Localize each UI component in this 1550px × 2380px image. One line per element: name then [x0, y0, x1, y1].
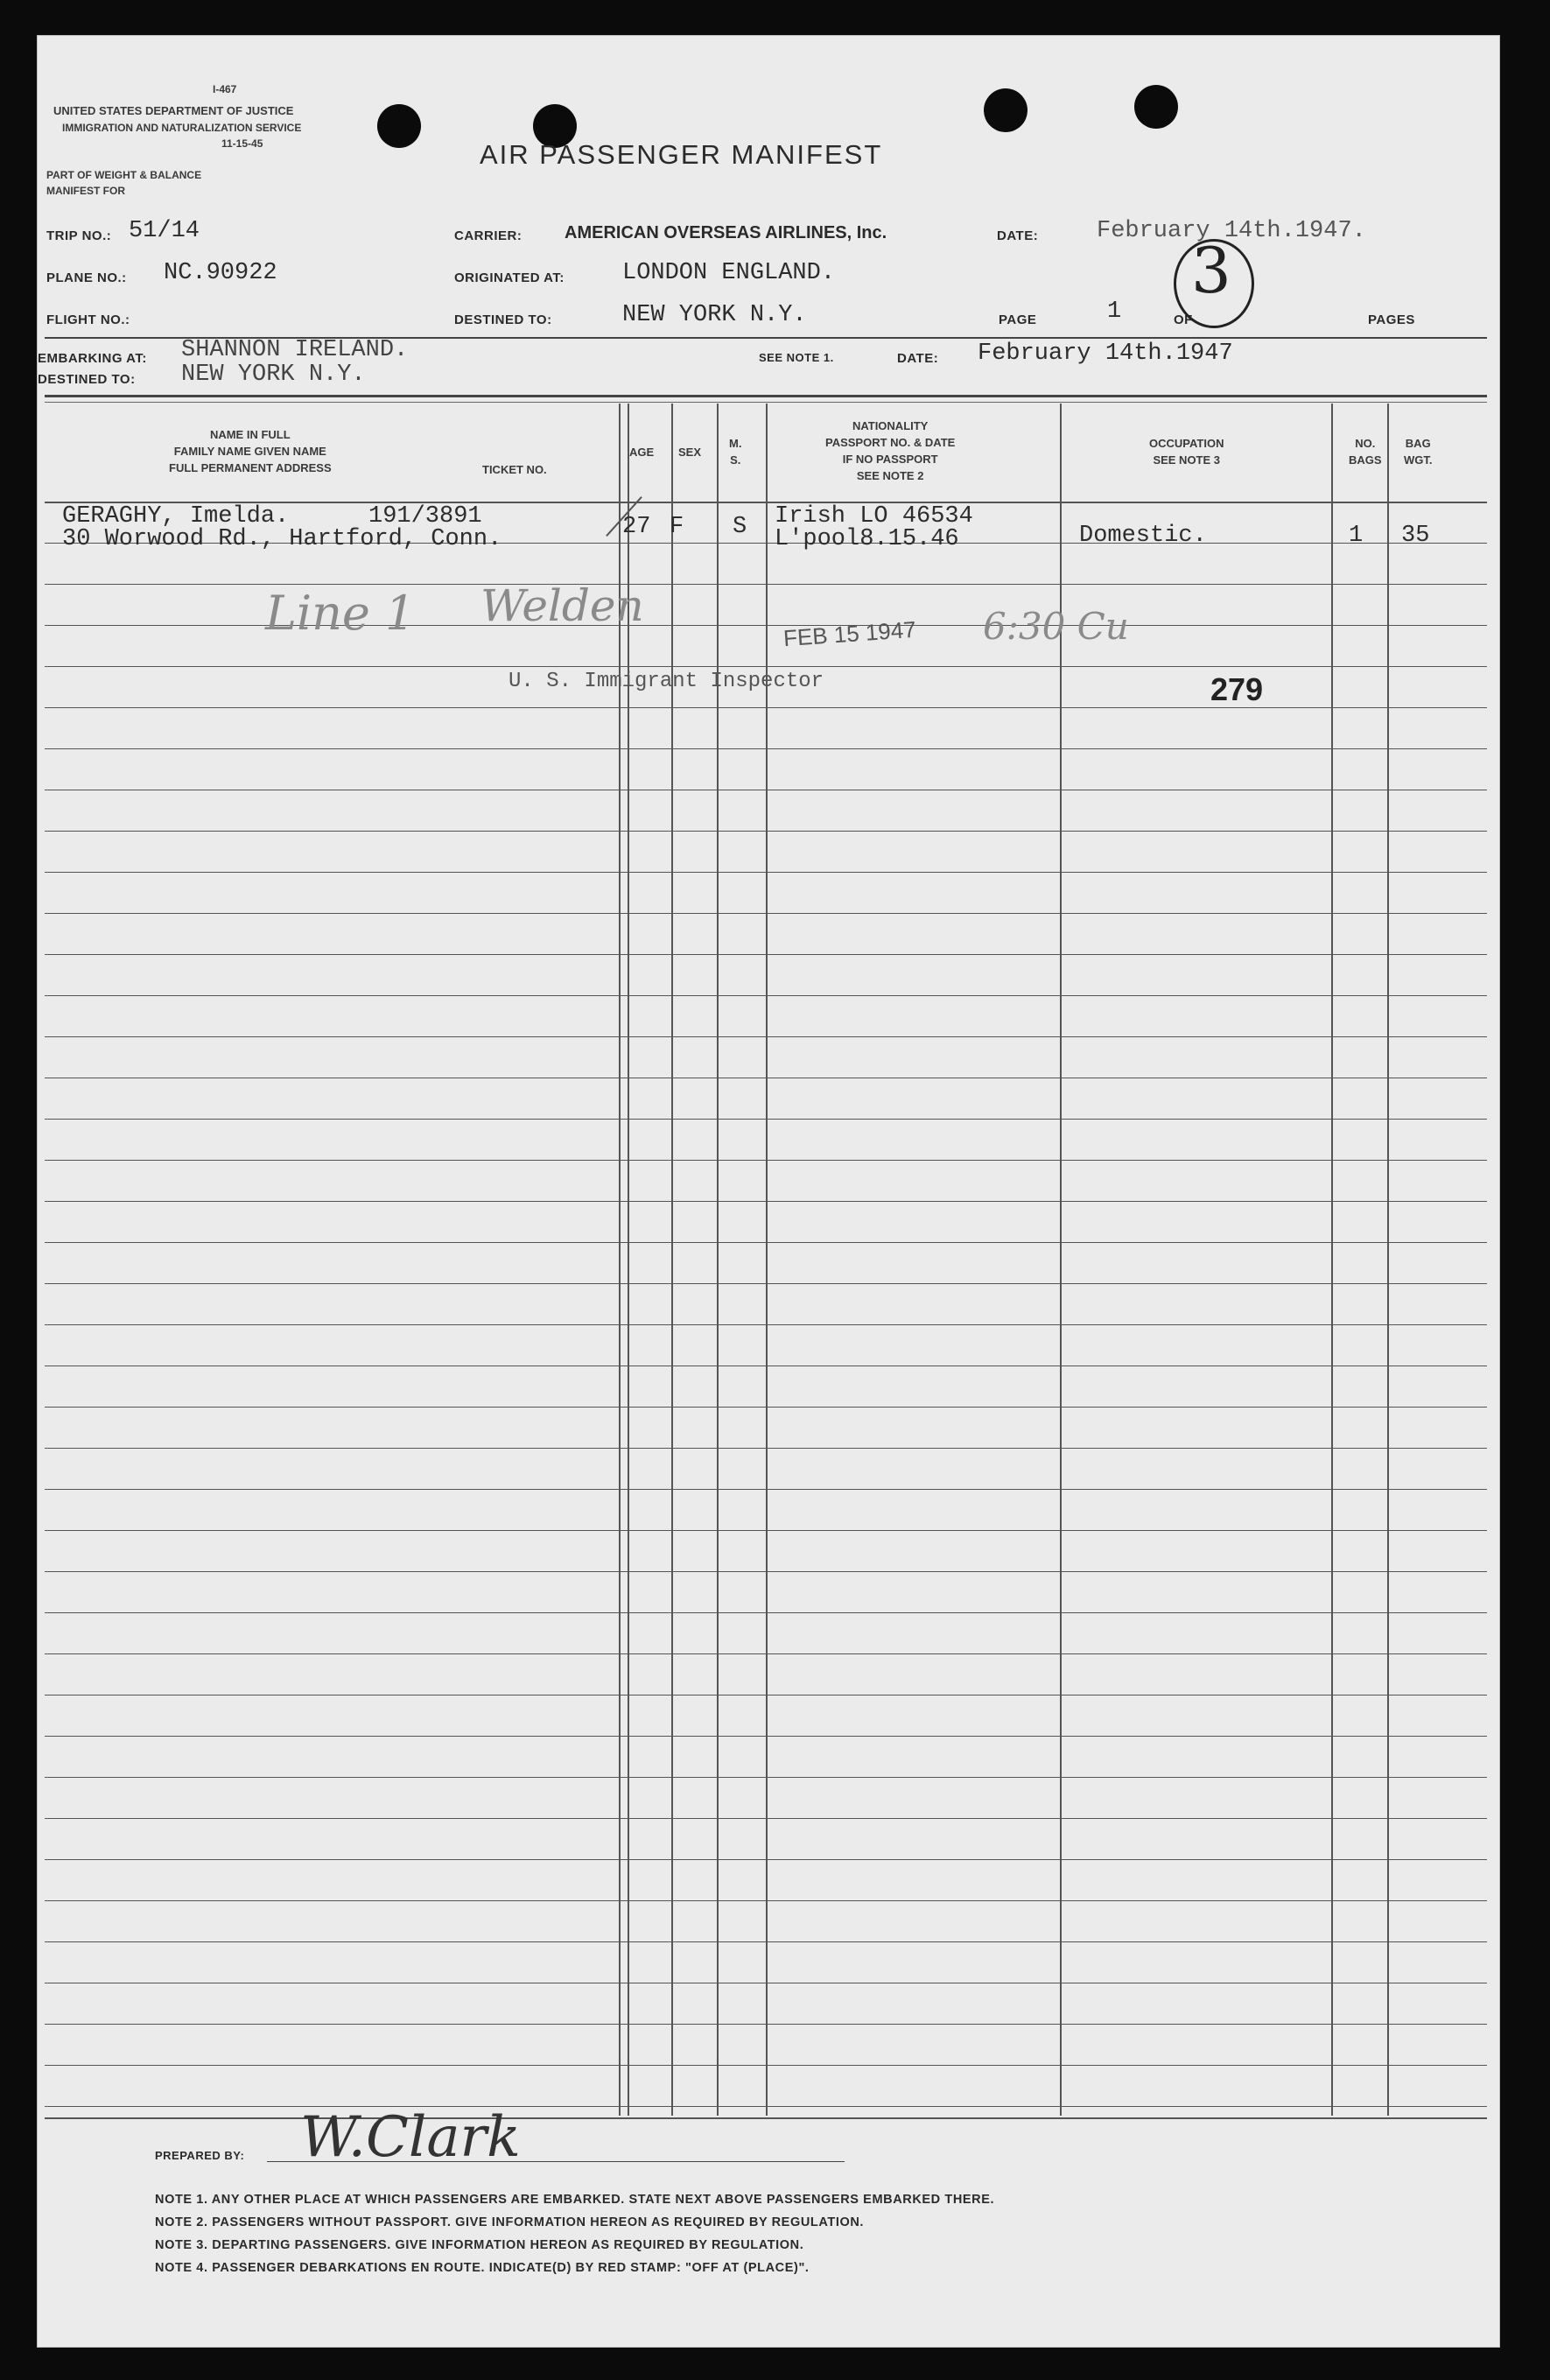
note-2: NOTE 2. PASSENGERS WITHOUT PASSPORT. GIVE INFORMATION HEREON AS REQUIRED BY REGULATION. [155, 2215, 865, 2229]
table-row-rule [45, 1612, 1487, 1613]
table-row-rule [45, 1777, 1487, 1778]
page-label: PAGE [999, 312, 1037, 327]
table-row-rule [45, 913, 1487, 914]
flight-no-label: FLIGHT NO.: [46, 312, 130, 327]
destined-label: DESTINED TO: [454, 312, 552, 327]
table-row-rule [45, 1201, 1487, 1202]
table-row-rule [45, 2024, 1487, 2025]
originated-label: ORIGINATED AT: [454, 270, 565, 285]
table-row-rule [45, 1407, 1487, 1408]
inspector-title: U. S. Immigrant Inspector [508, 670, 824, 693]
table-row-rule [45, 1036, 1487, 1037]
destined2-label: DESTINED TO: [38, 372, 136, 387]
punch-hole [1134, 85, 1178, 129]
weight-balance-note-1: PART OF WEIGHT & BALANCE [46, 169, 202, 181]
carrier-label: CARRIER: [454, 228, 523, 243]
table-row-rule [45, 1119, 1487, 1120]
destined2-value: NEW YORK N.Y. [181, 362, 366, 388]
passenger-ticket: 191/3891 [368, 503, 482, 530]
page-value: 1 [1107, 298, 1122, 325]
note-3: NOTE 3. DEPARTING PASSENGERS. GIVE INFORMATION HEREON AS REQUIRED BY REGULATION. [155, 2238, 804, 2252]
passenger-address: 30 Worwood Rd., Hartford, Conn. [62, 526, 502, 552]
date-label: DATE: [997, 228, 1039, 243]
col-occupation-header: OCCUPATION SEE NOTE 3 [1149, 437, 1224, 467]
punch-hole [984, 88, 1027, 132]
prepared-by-label: PREPARED BY: [155, 2149, 245, 2162]
col-ticket-header: TICKET NO. [482, 463, 547, 476]
inspection-time: 6:30 Cu [983, 605, 1129, 648]
table-row-rule [45, 707, 1487, 708]
passenger-age: 27 [622, 514, 651, 540]
table-row-rule [45, 1818, 1487, 1819]
table-row-rule [45, 1736, 1487, 1737]
table-row-rule [45, 1242, 1487, 1243]
trip-no-label: TRIP NO.: [46, 228, 112, 243]
circled-number-value: 3 [1191, 234, 1231, 307]
table-row-rule [45, 666, 1487, 667]
table-row-rule [45, 1530, 1487, 1531]
table-row-rule [45, 872, 1487, 873]
stamp-number: 279 [1210, 671, 1264, 707]
passenger-bag-weight: 35 [1401, 523, 1430, 549]
department-line: UNITED STATES DEPARTMENT OF JUSTICE [53, 104, 294, 117]
table-row-rule [45, 1653, 1487, 1654]
date2-label: DATE: [897, 351, 939, 366]
col-wgt-header: BAG WGT. [1404, 437, 1433, 467]
table-row-rule [45, 2065, 1487, 2066]
table-row-rule [45, 1160, 1487, 1161]
table-row-rule [45, 1900, 1487, 1901]
inspector-signature: Welden [480, 580, 644, 631]
col-bags-header: NO. BAGS [1349, 437, 1382, 467]
passenger-name: GERAGHY, Imelda. [62, 503, 290, 530]
punch-hole [377, 104, 421, 148]
table-row-rule [45, 1283, 1487, 1284]
col-sex-header: SEX [678, 446, 702, 459]
embarking-value: SHANNON IRELAND. [181, 337, 409, 363]
see-note-label: SEE NOTE 1. [759, 351, 834, 364]
plane-no-value: NC.90922 [164, 260, 277, 286]
manifest-sheet [37, 35, 1500, 2348]
weight-balance-note-2: MANIFEST FOR [46, 185, 125, 197]
note-4: NOTE 4. PASSENGER DEBARKATIONS EN ROUTE. INDICATE(D) BY RED STAMP: "OFF AT (PLACE)". [155, 2261, 810, 2275]
passenger-marital: S [733, 514, 747, 540]
plane-no-label: PLANE NO.: [46, 270, 127, 285]
table-row-rule [45, 1941, 1487, 1942]
table-row-rule [45, 954, 1487, 955]
table-row-rule [45, 1859, 1487, 1860]
destined-value: NEW YORK N.Y. [622, 302, 807, 328]
date2-value: February 14th.1947 [978, 341, 1233, 367]
passenger-occupation: Domestic. [1079, 523, 1207, 549]
originated-value: LONDON ENGLAND. [622, 260, 836, 286]
table-row-rule [45, 831, 1487, 832]
date-value: February 14th.1947. [1097, 218, 1366, 244]
form-date: 11-15-45 [221, 137, 263, 150]
col-nationality-header: NATIONALITY PASSPORT NO. & DATE IF NO PASSPORT SEE NOTE 2 [825, 419, 956, 482]
table-row-rule [45, 748, 1487, 749]
page-title: AIR PASSENGER MANIFEST [480, 139, 883, 170]
table-row-rule [45, 1489, 1487, 1490]
col-ms-header: M. S. [729, 437, 742, 467]
preparer-signature: W.Clark [300, 2105, 521, 2170]
service-line: IMMIGRATION AND NATURALIZATION SERVICE [62, 122, 302, 134]
handwritten-line: Line 1 [265, 586, 416, 641]
pages-label: PAGES [1368, 312, 1415, 327]
passenger-sex: F [670, 514, 684, 540]
carrier-value: AMERICAN OVERSEAS AIRLINES, Inc. [565, 223, 887, 242]
passenger-nationality: Irish LO 46534 [775, 503, 973, 530]
table-row-rule [45, 1448, 1487, 1449]
form-number: I-467 [213, 83, 237, 95]
col-name-header: NAME IN FULL FAMILY NAME GIVEN NAME FULL PERMANENT ADDRESS [169, 428, 332, 474]
of-label: OF [1174, 312, 1193, 327]
passenger-bags: 1 [1349, 523, 1364, 549]
table-row-rule [45, 2106, 1487, 2107]
col-age-header: AGE [629, 446, 655, 459]
inspection-stamp-date: FEB 15 1947 [782, 615, 917, 652]
table-row-rule [45, 1571, 1487, 1572]
note-1: NOTE 1. ANY OTHER PLACE AT WHICH PASSENGERS ARE EMBARKED. STATE NEXT ABOVE PASSENGERS EMBARKED THERE. [155, 2193, 995, 2207]
passenger-passport: L'pool8.15.46 [775, 526, 959, 552]
table-row-rule [45, 1324, 1487, 1325]
table-row-rule [45, 995, 1487, 996]
table-row-rule [45, 584, 1487, 585]
trip-no-value: 51/14 [129, 218, 200, 244]
embarking-label: EMBARKING AT: [38, 351, 147, 366]
table-row-rule [45, 625, 1487, 626]
